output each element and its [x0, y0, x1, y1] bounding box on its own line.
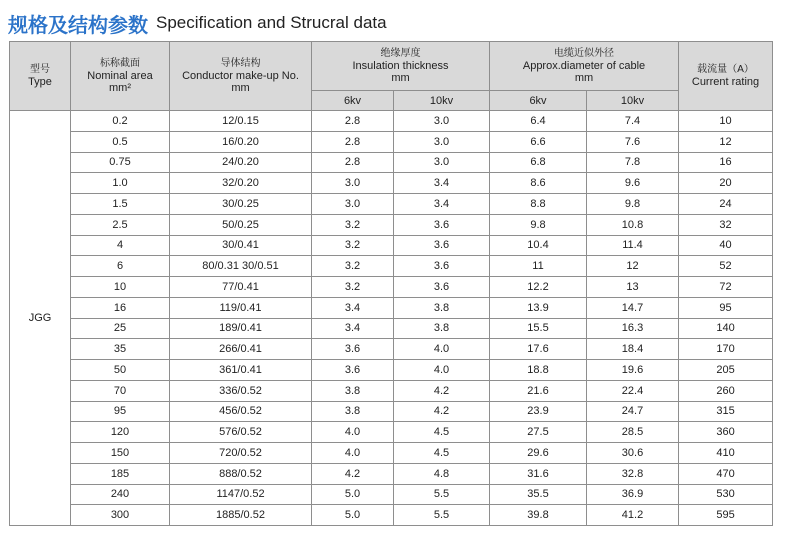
- cell-diameter-6kv: 31.6: [490, 463, 587, 484]
- table-row: [10, 194, 773, 215]
- header-nominal-area: [71, 42, 170, 111]
- cell-conductor: 336/0.52: [170, 380, 312, 401]
- cell-diameter-10kv: 12: [587, 256, 679, 277]
- cell-insulation-10kv: 4.2: [394, 380, 490, 401]
- cell-conductor: 888/0.52: [170, 463, 312, 484]
- cell-conductor: 456/0.52: [170, 401, 312, 422]
- cell-nominal-area: 0.2: [71, 111, 170, 132]
- cell-insulation-10kv: 3.6: [394, 235, 490, 256]
- cell-diameter-6kv: 10.4: [490, 235, 587, 256]
- cell-diameter-6kv: 8.8: [490, 194, 587, 215]
- table-row: [10, 277, 773, 298]
- header-conductor-en: Conductor make-up No.: [182, 70, 299, 82]
- cell-conductor: 16/0.20: [170, 131, 312, 152]
- table-row: [10, 111, 773, 132]
- cell-diameter-6kv: 18.8: [490, 360, 587, 381]
- cell-current-rating: 72: [679, 277, 773, 298]
- cell-nominal-area: 95: [71, 401, 170, 422]
- cell-conductor: 1147/0.52: [170, 484, 312, 505]
- cell-diameter-10kv: 13: [587, 277, 679, 298]
- cell-diameter-10kv: 28.5: [587, 422, 679, 443]
- cell-diameter-10kv: 7.4: [587, 111, 679, 132]
- title-chinese: 规格及结构参数: [8, 12, 148, 37]
- cell-insulation-6kv: 3.4: [312, 297, 394, 318]
- cell-type: JGG: [10, 111, 71, 526]
- cell-insulation-6kv: 3.8: [312, 401, 394, 422]
- cell-insulation-6kv: 3.2: [312, 214, 394, 235]
- cell-diameter-6kv: 9.8: [490, 214, 587, 235]
- cell-current-rating: 40: [679, 235, 773, 256]
- header-insulation-en: Insulation thickness: [352, 60, 449, 72]
- cell-nominal-area: 300: [71, 505, 170, 526]
- cell-diameter-6kv: 13.9: [490, 297, 587, 318]
- table-header: [10, 42, 773, 111]
- cell-nominal-area: 185: [71, 463, 170, 484]
- cell-insulation-6kv: 5.0: [312, 505, 394, 526]
- cell-nominal-area: 50: [71, 360, 170, 381]
- cell-insulation-6kv: 3.2: [312, 277, 394, 298]
- cell-diameter-6kv: 11: [490, 256, 587, 277]
- cell-insulation-6kv: 3.2: [312, 256, 394, 277]
- cell-insulation-6kv: 3.8: [312, 380, 394, 401]
- cell-current-rating: 470: [679, 463, 773, 484]
- cell-insulation-6kv: 3.0: [312, 173, 394, 194]
- cell-diameter-10kv: 19.6: [587, 360, 679, 381]
- cell-nominal-area: 150: [71, 443, 170, 464]
- cell-current-rating: 24: [679, 194, 773, 215]
- cell-insulation-6kv: 3.6: [312, 360, 394, 381]
- cell-conductor: 361/0.41: [170, 360, 312, 381]
- table-row: [10, 256, 773, 277]
- cell-conductor: 266/0.41: [170, 339, 312, 360]
- table-row: [10, 131, 773, 152]
- cell-conductor: 32/0.20: [170, 173, 312, 194]
- cell-current-rating: 32: [679, 214, 773, 235]
- cell-current-rating: 52: [679, 256, 773, 277]
- header-insulation: [312, 42, 490, 91]
- header-insulation-cn: 绝缘厚度: [380, 48, 421, 59]
- cell-insulation-10kv: 3.8: [394, 297, 490, 318]
- cell-current-rating: 20: [679, 173, 773, 194]
- header-type: [10, 42, 71, 111]
- cell-diameter-10kv: 22.4: [587, 380, 679, 401]
- cell-insulation-10kv: 4.2: [394, 401, 490, 422]
- header-diameter: [490, 42, 679, 91]
- cell-diameter-6kv: 12.2: [490, 277, 587, 298]
- cell-nominal-area: 120: [71, 422, 170, 443]
- cell-nominal-area: 4: [71, 235, 170, 256]
- header-current-en: Current rating: [691, 76, 760, 88]
- table-row: [10, 152, 773, 173]
- cell-insulation-10kv: 4.5: [394, 422, 490, 443]
- cell-conductor: 119/0.41: [170, 297, 312, 318]
- cell-conductor: 576/0.52: [170, 422, 312, 443]
- cell-insulation-10kv: 3.8: [394, 318, 490, 339]
- cell-insulation-6kv: 4.2: [312, 463, 394, 484]
- cell-diameter-10kv: 24.7: [587, 401, 679, 422]
- cell-diameter-10kv: 7.8: [587, 152, 679, 173]
- cell-current-rating: 315: [679, 401, 773, 422]
- specification-table: [9, 41, 773, 526]
- cell-insulation-6kv: 2.8: [312, 131, 394, 152]
- cell-diameter-10kv: 10.8: [587, 214, 679, 235]
- cell-diameter-6kv: 39.8: [490, 505, 587, 526]
- header-conductor-cn: 导体结构: [220, 58, 261, 69]
- cell-diameter-6kv: 6.8: [490, 152, 587, 173]
- cell-nominal-area: 25: [71, 318, 170, 339]
- cell-insulation-6kv: 2.8: [312, 152, 394, 173]
- header-area-unit: mm²: [109, 82, 131, 94]
- cell-insulation-6kv: 3.6: [312, 339, 394, 360]
- cell-diameter-10kv: 18.4: [587, 339, 679, 360]
- cell-insulation-10kv: 4.5: [394, 443, 490, 464]
- header-diameter-en: Approx.diameter of cable: [522, 60, 646, 72]
- table-row: [10, 339, 773, 360]
- cell-diameter-6kv: 21.6: [490, 380, 587, 401]
- cell-nominal-area: 70: [71, 380, 170, 401]
- cell-insulation-10kv: 3.0: [394, 152, 490, 173]
- cell-current-rating: 595: [679, 505, 773, 526]
- header-insulation-unit: mm: [391, 72, 410, 84]
- cell-conductor: 30/0.41: [170, 235, 312, 256]
- cell-insulation-6kv: 3.2: [312, 235, 394, 256]
- cell-nominal-area: 16: [71, 297, 170, 318]
- table-row: [10, 235, 773, 256]
- cell-diameter-6kv: 29.6: [490, 443, 587, 464]
- cell-diameter-6kv: 6.4: [490, 111, 587, 132]
- cell-nominal-area: 0.75: [71, 152, 170, 173]
- header-type-en: Type: [28, 76, 52, 88]
- cell-current-rating: 205: [679, 360, 773, 381]
- cell-diameter-10kv: 9.8: [587, 194, 679, 215]
- cell-diameter-10kv: 36.9: [587, 484, 679, 505]
- cell-diameter-6kv: 8.6: [490, 173, 587, 194]
- cell-nominal-area: 6: [71, 256, 170, 277]
- cell-diameter-6kv: 23.9: [490, 401, 587, 422]
- cell-diameter-6kv: 17.6: [490, 339, 587, 360]
- cell-insulation-10kv: 5.5: [394, 484, 490, 505]
- cell-nominal-area: 10: [71, 277, 170, 298]
- header-conductor: [170, 42, 312, 111]
- table-row: [10, 422, 773, 443]
- cell-conductor: 77/0.41: [170, 277, 312, 298]
- cell-current-rating: 360: [679, 422, 773, 443]
- table-row: [10, 360, 773, 381]
- cell-insulation-6kv: 3.4: [312, 318, 394, 339]
- cell-conductor: 30/0.25: [170, 194, 312, 215]
- cell-nominal-area: 240: [71, 484, 170, 505]
- cell-insulation-10kv: 3.6: [394, 214, 490, 235]
- cell-insulation-6kv: 2.8: [312, 111, 394, 132]
- table-body: [10, 111, 773, 526]
- subheader-diameter-10kv: 10kv: [587, 91, 679, 111]
- cell-insulation-10kv: 4.8: [394, 463, 490, 484]
- cell-conductor: 189/0.41: [170, 318, 312, 339]
- cell-diameter-10kv: 14.7: [587, 297, 679, 318]
- header-diameter-cn: 电缆近似外径: [554, 48, 614, 59]
- cell-current-rating: 16: [679, 152, 773, 173]
- table-row: [10, 463, 773, 484]
- cell-current-rating: 170: [679, 339, 773, 360]
- cell-insulation-10kv: 3.4: [394, 173, 490, 194]
- cell-diameter-6kv: 35.5: [490, 484, 587, 505]
- cell-insulation-10kv: 4.0: [394, 360, 490, 381]
- cell-insulation-10kv: 3.6: [394, 277, 490, 298]
- cell-nominal-area: 1.0: [71, 173, 170, 194]
- cell-diameter-10kv: 41.2: [587, 505, 679, 526]
- cell-nominal-area: 2.5: [71, 214, 170, 235]
- header-area-cn: 标称截面: [100, 58, 140, 69]
- table-row: [10, 214, 773, 235]
- cell-conductor: 24/0.20: [170, 152, 312, 173]
- table-row: [10, 484, 773, 505]
- cell-current-rating: 260: [679, 380, 773, 401]
- cell-diameter-6kv: 27.5: [490, 422, 587, 443]
- cell-conductor: 80/0.31 30/0.51: [170, 256, 312, 277]
- cell-diameter-10kv: 32.8: [587, 463, 679, 484]
- table-row: [10, 443, 773, 464]
- cell-conductor: 12/0.15: [170, 111, 312, 132]
- table-row: [10, 318, 773, 339]
- table-row: [10, 401, 773, 422]
- table-row: [10, 505, 773, 526]
- subheader-insulation-6kv: 6kv: [312, 91, 394, 111]
- cell-insulation-6kv: 5.0: [312, 484, 394, 505]
- title-english: Specification and Strucral data: [156, 13, 387, 32]
- header-current-cn: 载流量（A）: [697, 64, 754, 75]
- cell-diameter-10kv: 30.6: [587, 443, 679, 464]
- page-title: [8, 8, 387, 38]
- cell-insulation-10kv: 3.0: [394, 131, 490, 152]
- cell-insulation-6kv: 3.0: [312, 194, 394, 215]
- cell-current-rating: 10: [679, 111, 773, 132]
- header-type-cn: 型号: [30, 64, 50, 75]
- cell-diameter-10kv: 7.6: [587, 131, 679, 152]
- header-area-en: Nominal area: [87, 70, 153, 82]
- cell-current-rating: 410: [679, 443, 773, 464]
- cell-current-rating: 95: [679, 297, 773, 318]
- cell-insulation-10kv: 4.0: [394, 339, 490, 360]
- table-row: [10, 297, 773, 318]
- cell-insulation-10kv: 5.5: [394, 505, 490, 526]
- cell-conductor: 1885/0.52: [170, 505, 312, 526]
- header-current-rating: [679, 42, 773, 111]
- cell-conductor: 50/0.25: [170, 214, 312, 235]
- subheader-insulation-10kv: 10kv: [394, 91, 490, 111]
- cell-diameter-6kv: 6.6: [490, 131, 587, 152]
- table-row: [10, 380, 773, 401]
- cell-current-rating: 530: [679, 484, 773, 505]
- cell-diameter-6kv: 15.5: [490, 318, 587, 339]
- cell-diameter-10kv: 16.3: [587, 318, 679, 339]
- cell-insulation-6kv: 4.0: [312, 422, 394, 443]
- cell-insulation-6kv: 4.0: [312, 443, 394, 464]
- cell-insulation-10kv: 3.6: [394, 256, 490, 277]
- cell-nominal-area: 35: [71, 339, 170, 360]
- table-row: [10, 173, 773, 194]
- subheader-diameter-6kv: 6kv: [490, 91, 587, 111]
- header-conductor-unit: mm: [231, 82, 250, 94]
- cell-conductor: 720/0.52: [170, 443, 312, 464]
- cell-current-rating: 140: [679, 318, 773, 339]
- header-diameter-unit: mm: [574, 72, 594, 84]
- cell-nominal-area: 0.5: [71, 131, 170, 152]
- cell-diameter-10kv: 11.4: [587, 235, 679, 256]
- cell-diameter-10kv: 9.6: [587, 173, 679, 194]
- cell-insulation-10kv: 3.4: [394, 194, 490, 215]
- cell-insulation-10kv: 3.0: [394, 111, 490, 132]
- cell-current-rating: 12: [679, 131, 773, 152]
- cell-nominal-area: 1.5: [71, 194, 170, 215]
